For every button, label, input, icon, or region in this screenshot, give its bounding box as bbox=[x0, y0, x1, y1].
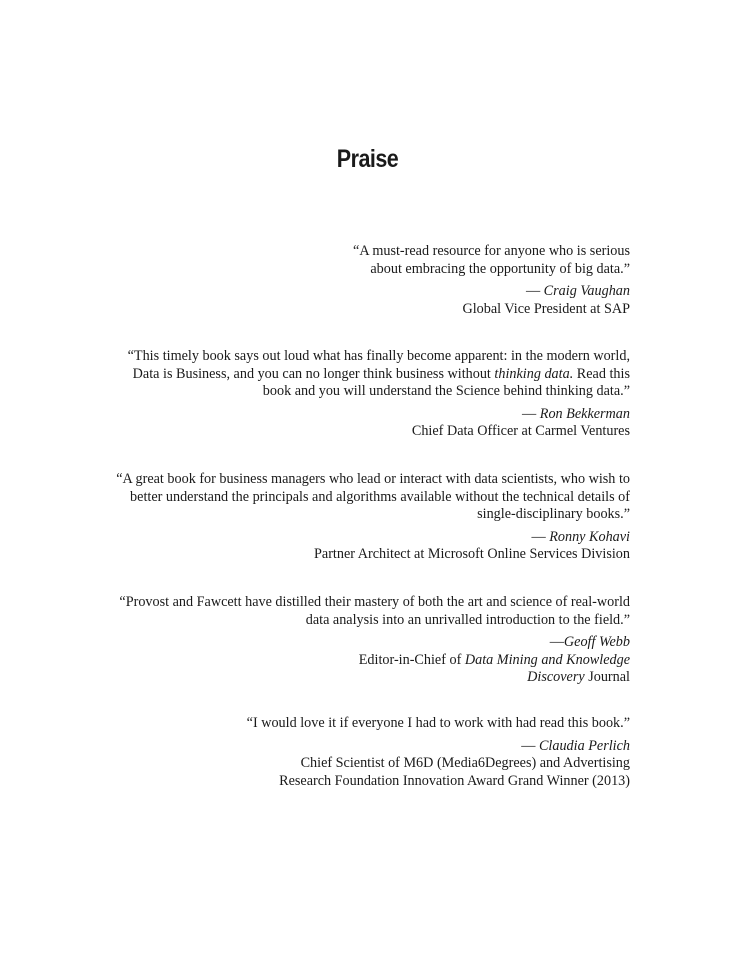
author-affiliation: Research Foundation Innovation Award Grand Winner (2013) bbox=[279, 772, 630, 789]
page-title: Praise bbox=[336, 144, 399, 173]
testimonial bbox=[353, 243, 630, 318]
testimonial bbox=[119, 594, 630, 687]
attribution: — Claudia Perlich bbox=[521, 737, 630, 754]
author-affiliation: Editor-in-Chief of Data Mining and Knowledge bbox=[358, 651, 630, 668]
attribution: — Ronny Kohavi bbox=[531, 528, 630, 545]
author-affiliation: Global Vice President at SAP bbox=[462, 300, 630, 317]
quote-line: “I would love it if everyone I had to work with had read this book.” bbox=[246, 715, 630, 731]
testimonial bbox=[128, 348, 630, 441]
quote-line: data analysis into an unrivalled introduction to the field.” bbox=[305, 611, 630, 628]
attribution: — Craig Vaughan bbox=[525, 283, 630, 300]
quote-line: Data is Business, and you can no longer think business without thinking data. Read this bbox=[132, 365, 630, 382]
author-name: Craig Vaughan bbox=[543, 283, 630, 300]
quote-line: “Provost and Fawcett have distilled their mastery of both the art and science of real-world bbox=[119, 594, 630, 610]
journal-title: Data Mining and Knowledge bbox=[464, 651, 630, 668]
author-name: Ron Bekkerman bbox=[539, 405, 630, 422]
journal-title: Discovery bbox=[527, 669, 585, 686]
quote-line: about embracing the opportunity of big data.” bbox=[370, 260, 630, 277]
testimonial bbox=[247, 715, 630, 790]
author-affiliation: Discovery Journal bbox=[527, 669, 630, 686]
emphasis-text: thinking data. bbox=[494, 365, 574, 382]
author-affiliation: Partner Architect at Microsoft Online Services Division bbox=[314, 546, 630, 563]
quote-line: single-disciplinary books.” bbox=[477, 506, 630, 523]
attribution: —Geoff Webb bbox=[549, 634, 630, 651]
author-name: Ronny Kohavi bbox=[549, 528, 630, 545]
author-affiliation: Chief Data Officer at Carmel Ventures bbox=[411, 423, 630, 440]
quote-line: book and you will understand the Science behind thinking data.” bbox=[262, 383, 630, 400]
quote-line: better understand the principals and algorithms available without the technical details of bbox=[130, 488, 630, 505]
attribution: — Ron Bekkerman bbox=[522, 405, 630, 422]
author-name: Geoff Webb bbox=[563, 634, 630, 651]
author-affiliation: Chief Scientist of M6D (Media6Degrees) and Advertising bbox=[300, 755, 630, 772]
quote-line: “This timely book says out loud what has finally become apparent: in the modern world, bbox=[127, 348, 630, 364]
quote-line: “A must-read resource for anyone who is serious bbox=[353, 243, 630, 259]
testimonial bbox=[116, 471, 630, 564]
author-name: Claudia Perlich bbox=[538, 737, 630, 754]
quote-line: “A great book for business managers who lead or interact with data scientists, who wish to bbox=[116, 471, 630, 487]
